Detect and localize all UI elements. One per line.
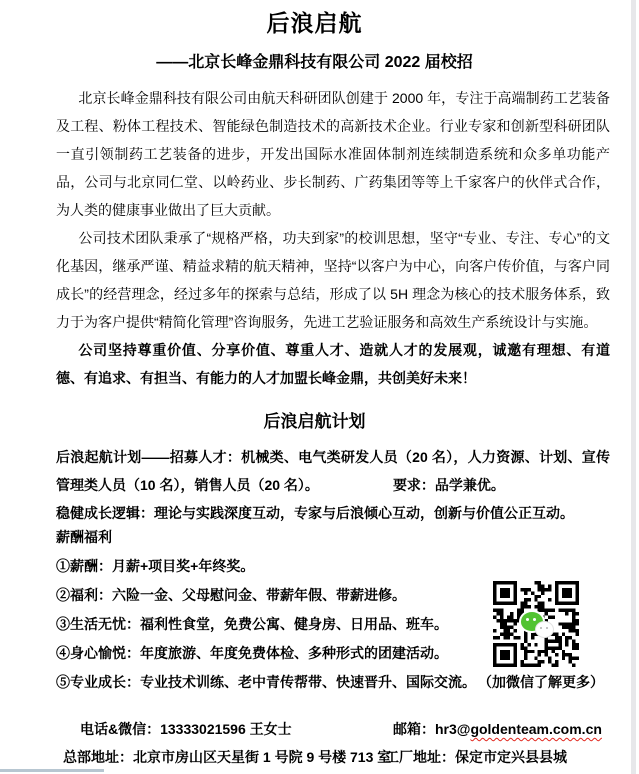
welfare-item-salary: ①薪酬：月薪+项目奖+年终奖。 <box>56 558 255 574</box>
paragraph-text: 公司技术团队秉承了“规格严格，功夫到家”的校训思想，坚守“专业、专注、专心”的文化基因，继承严谨、精益求精的航天精神，坚持“以客户为中心，向客户传价值，与客户同成长”的经营理念，经过多年的探索与总结，形成了以 5H 理念为核心的技术服务体系，致力于为客户提供“精简化管理”咨询服务，先进工艺验证服务和高效生产系统设计与实施。 <box>56 230 610 330</box>
growth-logic-text: 稳健成长逻辑：理论与实践深度互动，专家与后浪倾心互动，创新与价值公正互动。 <box>56 505 574 521</box>
plan-section-heading: 后浪启航计划 <box>263 412 366 431</box>
email-label: 邮箱： <box>393 721 435 737</box>
welfare-item-living: ③生活无忧：福利性食堂，免费公寓、健身房、日用品、班车。 <box>56 616 448 632</box>
phone-wechat-contact: 电话&微信：13333021596 王女士 <box>80 721 292 737</box>
welfare-heading: 薪酬福利 <box>56 529 112 545</box>
welfare-section <box>56 523 496 697</box>
email-contact <box>393 715 602 743</box>
recruit-text: 后浪起航计划——招募人才：机械类、电气类研发人员（20 名），人力资源、计划、宣传管理类人员（10 名），销售人员（20 名）。 <box>56 449 610 493</box>
welfare-item-benefits: ②福利：六险一金、父母慰问金、带薪年假、带薪进修。 <box>56 587 406 603</box>
intro-paragraph-1 <box>56 84 610 224</box>
intro-paragraph-2 <box>56 224 610 336</box>
paragraph-text: 公司坚持尊重价值、分享价值、尊重人才、造就人才的发展观，诚邀有理想、有道德、有追求、有担当、有能力的人才加盟长峰金鼎，共创美好未来！ <box>56 342 610 386</box>
contact-row-2 <box>0 743 639 771</box>
wechat-icon-small-bubble <box>535 621 554 638</box>
headquarters-address: 总部地址：北京市房山区天星街 1 号院 9 号楼 713 室 <box>63 749 392 765</box>
recruit-paragraph <box>56 443 610 499</box>
qr-caption: （加微信了解更多） <box>478 674 604 690</box>
intro-paragraph-3 <box>56 336 610 392</box>
vertical-scrollbar[interactable] <box>631 0 636 774</box>
factory-address: 工厂地址：保定市定兴县县城 <box>385 749 567 765</box>
requirement-text: 要求：品学兼优。 <box>392 477 505 493</box>
page-title: 后浪启航 <box>266 10 363 36</box>
paragraph-text: 北京长峰金鼎科技有限公司由航天科研团队创建于 2000 年，专注于高端制药工艺装备及工程、粉体工程技术、智能绿色制造技术的高新技术企业。行业专家和创新型科研团队一直引领制药工艺装备的进步，开发出国际水准固体制剂连续制造系统和众多单功能产品，公司与北京同仁堂、以岭药业、步长制药、广药集团等等上千家客户的伙伴式合作，为人类的健康事业做出了巨大贡献。 <box>56 90 610 218</box>
welfare-item-wellbeing: ④身心愉悦：年度旅游、年度免费体检、多种形式的团建活动。 <box>56 645 448 661</box>
email-user: hr3@ <box>435 721 471 737</box>
email-domain: goldenteam.com.cn <box>470 721 602 737</box>
contact-row-1 <box>0 715 639 743</box>
welfare-item-growth: ⑤专业成长：专业技术训练、老中青传帮带、快速晋升、国际交流。 <box>56 674 476 690</box>
wechat-qr-code <box>493 581 579 667</box>
page-subtitle: ——北京长峰金鼎科技有限公司 2022 届校招 <box>156 54 473 71</box>
